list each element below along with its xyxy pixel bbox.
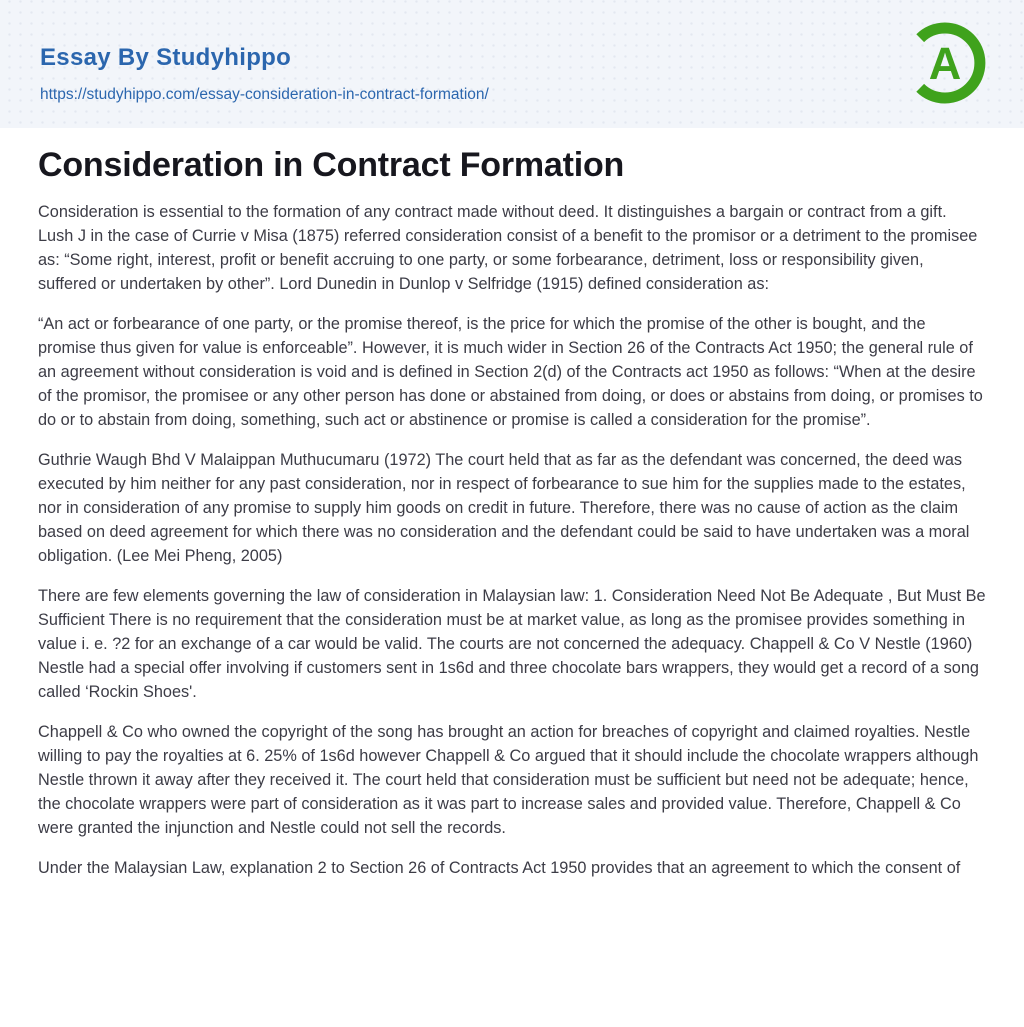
page-header [0,0,1024,128]
article-paragraph: There are few elements governing the law of consideration in Malaysian law: 1. Consideration Need Not Be Adequate , But Must Be Sufficient There is no requirement that the consideration must be at market value, as long as the promisee provides something in value i. e. ?2 for an exchange of a car would be valid. The courts are not concerned the adequacy. Chappell & Co V Nestle (1960) Nestle had a special offer involving if customers sent in 1s6d and three chocolate bars wrappers, they would get a record of a song called ‘Rockin Shoes'. [38,586,986,701]
studyhippo-logo-icon [902,20,988,106]
article-container [0,128,1024,880]
article-paragraph: “An act or forbearance of one party, or the promise thereof, is the price for which the promise of the other is bought, and the promise thus given for value is enforceable”. However, it is much wider in Section 26 of the Contracts Act 1950; the general rule of an agreement without consideration is void and is defined in Section 2(d) of the Contracts act 1950 as follows: “When at the desire of the promisor, the promisee or any other person has done or abstained from doing, or does or abstains from doing, or promises to do or to abstain from doing, something, such act or abstinence or promise is called a consideration for the promise”. [38,314,983,429]
article-paragraph: Chappell & Co who owned the copyright of the song has brought an action for breaches of copyright and claimed royalties. Nestle willing to pay the royalties at 6. 25% of 1s6d however Chappell & Co argued that it should include the chocolate wrappers although Nestle thrown it away after they received it. The court held that consideration must be sufficient but need not be adequate; hence, the chocolate wrappers were part of consideration as it was part to increase sales and provided value. Therefore, Chappell & Co were granted the injunction and Nestle could not sell the records. [38,722,979,837]
article-paragraph: Guthrie Waugh Bhd V Malaippan Muthucumaru (1972) The court held that as far as the defendant was concerned, the deed was executed by him neither for any past consideration, nor in respect of forbearance to sue him for the supplies made to the estates, nor in consideration of any promise to supply him goods on credit in future. Therefore, there was no cause of action as the claim based on deed agreement for which there was no consideration and the defendant could be said to have undertaken was a moral obligation. (Lee Mei Pheng, 2005) [38,450,970,565]
logo-letter: A [928,38,962,89]
source-url-link[interactable]: https://studyhippo.com/essay-consideration-in-contract-formation/ [40,86,489,103]
site-title: Essay By Studyhippo [40,44,292,71]
article-paragraph: Under the Malaysian Law, explanation 2 to Section 26 of Contracts Act 1950 provides that an agreement to which the consent of [38,858,961,877]
article-title: Consideration in Contract Formation [38,146,625,184]
article-body [38,200,986,880]
article-paragraph: Consideration is essential to the formation of any contract made without deed. It distinguishes a bargain or contract from a gift. Lush J in the case of Currie v Misa (1875) referred consideration consist of a benefit to the promisor or a detriment to the promisee as: “Some right, interest, profit or benefit accruing to one party, or some forbearance, detriment, loss or responsibility given, suffered or undertaken by other”. Lord Dunedin in Dunlop v Selfridge (1915) defined consideration as: [38,202,978,293]
